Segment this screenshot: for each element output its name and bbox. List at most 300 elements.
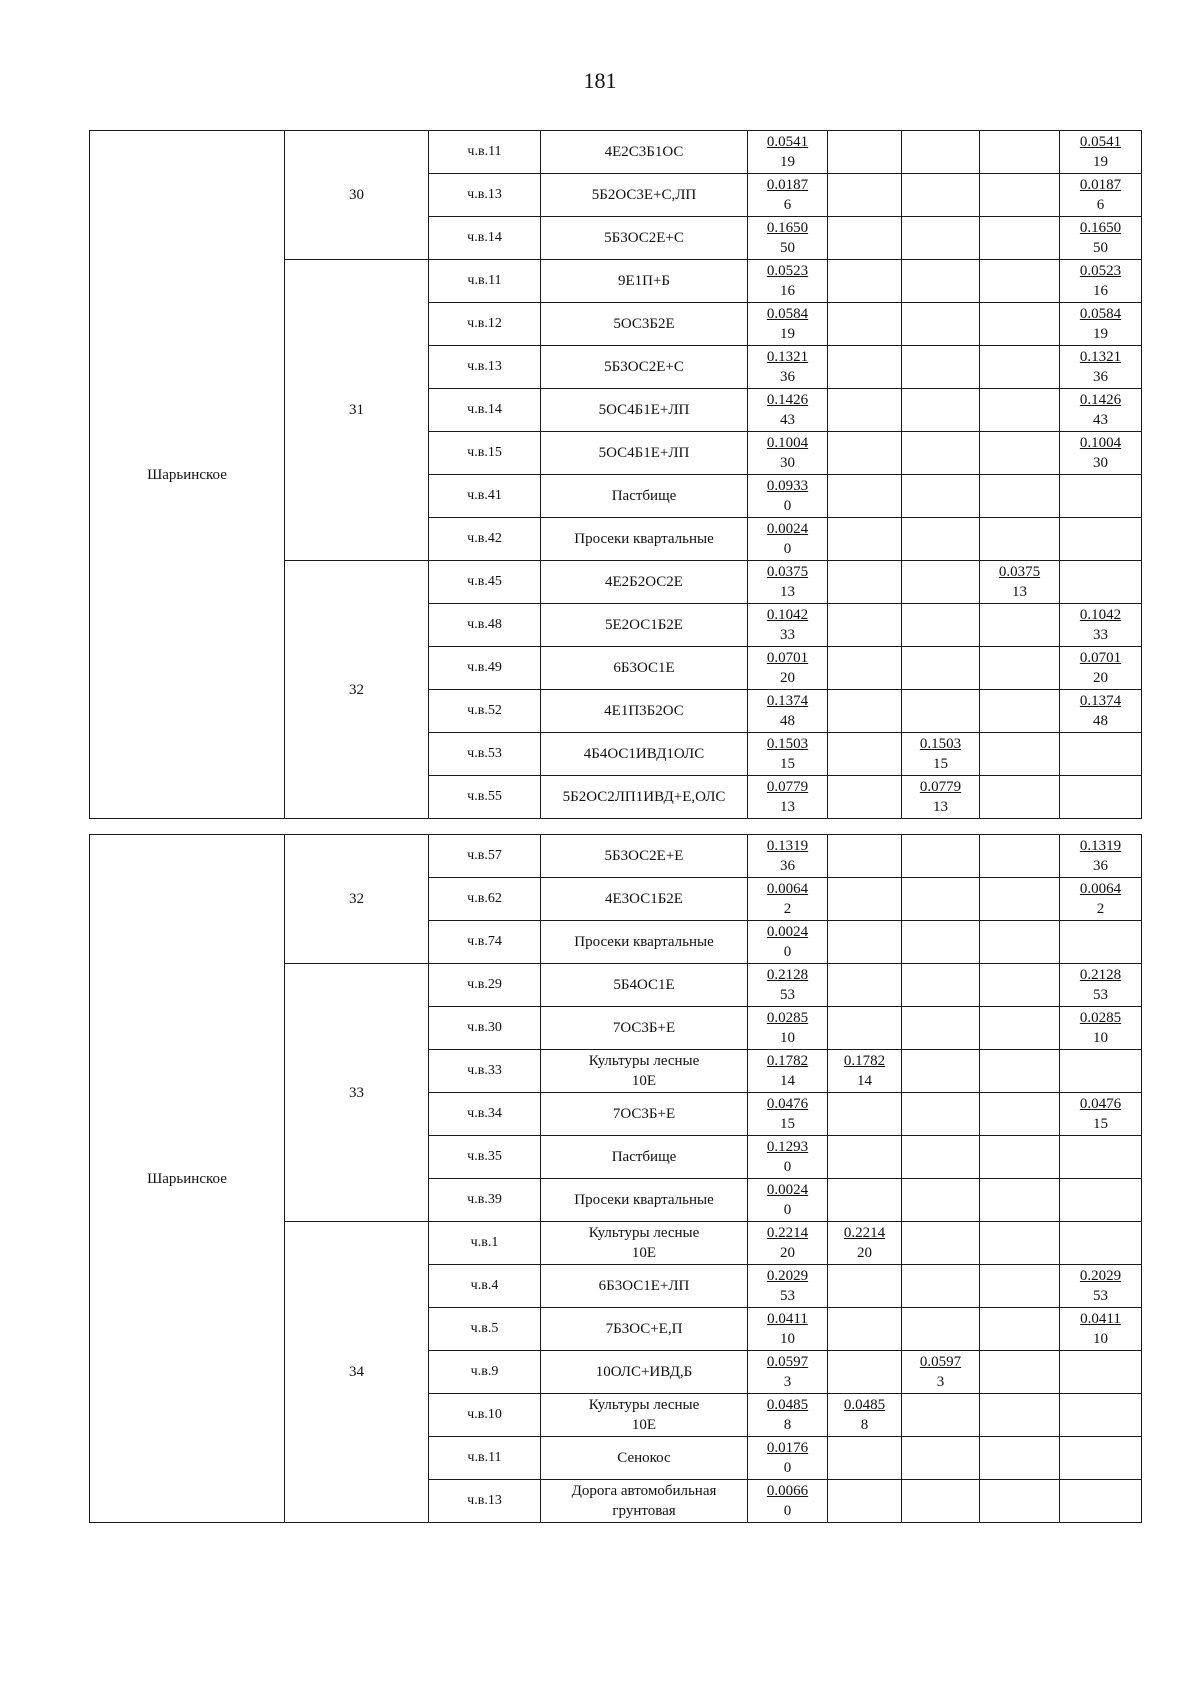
category-3-cell bbox=[980, 1394, 1060, 1437]
category-4-cell bbox=[1060, 1222, 1142, 1265]
total-area-cell bbox=[748, 217, 828, 260]
fraction-volume: 19 bbox=[780, 326, 795, 342]
fraction bbox=[767, 1180, 808, 1220]
category-4-cell bbox=[1060, 260, 1142, 303]
category-3-cell bbox=[980, 835, 1060, 878]
fraction bbox=[767, 777, 808, 817]
composition-cell: 5ОС4Б1Е+ЛП bbox=[541, 432, 748, 475]
fraction-area: 0.0024 bbox=[766, 521, 809, 537]
category-4-cell bbox=[1060, 964, 1142, 1007]
category-4-cell bbox=[1060, 303, 1142, 346]
quarter-number-cell: 32 bbox=[285, 835, 429, 964]
fraction-volume: 15 bbox=[780, 1116, 795, 1132]
fraction-area: 0.0541 bbox=[1079, 134, 1122, 150]
plot-cell: ч.в.55 bbox=[429, 776, 541, 819]
forestry-name-cell: Шарьинское bbox=[90, 835, 285, 1523]
total-area-cell bbox=[748, 346, 828, 389]
category-2-cell bbox=[902, 921, 980, 964]
fraction-area: 0.2214 bbox=[843, 1225, 886, 1241]
fraction-area: 0.0485 bbox=[843, 1397, 886, 1413]
quarter-number-cell: 31 bbox=[285, 260, 429, 561]
category-1-cell bbox=[828, 1308, 902, 1351]
category-1-cell bbox=[828, 964, 902, 1007]
category-3-cell bbox=[980, 518, 1060, 561]
fraction-area: 0.0584 bbox=[1079, 306, 1122, 322]
composition-cell: Просеки квартальные bbox=[541, 1179, 748, 1222]
fraction bbox=[767, 1223, 808, 1263]
category-4-cell bbox=[1060, 561, 1142, 604]
total-area-cell bbox=[748, 303, 828, 346]
composition-cell: 5ОС3Б2Е bbox=[541, 303, 748, 346]
fraction-volume: 14 bbox=[857, 1073, 872, 1089]
fraction bbox=[1080, 648, 1121, 688]
fraction-volume: 20 bbox=[1093, 670, 1108, 686]
composition-cell: 4Е3ОС1Б2Е bbox=[541, 878, 748, 921]
quarter-number-cell: 32 bbox=[285, 561, 429, 819]
category-2-cell bbox=[902, 561, 980, 604]
fraction-area: 0.0584 bbox=[766, 306, 809, 322]
category-4-cell bbox=[1060, 346, 1142, 389]
category-4-cell bbox=[1060, 174, 1142, 217]
category-2-cell bbox=[902, 1308, 980, 1351]
fraction bbox=[1080, 1266, 1121, 1306]
category-1-cell bbox=[828, 921, 902, 964]
category-4-cell bbox=[1060, 1179, 1142, 1222]
fraction-volume: 10 bbox=[1092, 1331, 1108, 1347]
composition-cell: Культуры лесные 10Е bbox=[541, 1394, 748, 1437]
fraction bbox=[1080, 261, 1121, 301]
category-1-cell bbox=[828, 1093, 902, 1136]
category-3-cell bbox=[980, 776, 1060, 819]
category-2-cell bbox=[902, 389, 980, 432]
category-4-cell bbox=[1060, 1007, 1142, 1050]
category-3-cell bbox=[980, 1308, 1060, 1351]
fraction bbox=[767, 1094, 808, 1134]
category-3-cell bbox=[980, 174, 1060, 217]
fraction-area: 0.0285 bbox=[1079, 1010, 1122, 1026]
category-1-cell bbox=[828, 878, 902, 921]
fraction-volume: 15 bbox=[1093, 1116, 1108, 1132]
plot-cell: ч.в.52 bbox=[429, 690, 541, 733]
category-1-cell bbox=[828, 346, 902, 389]
fraction-volume: 2 bbox=[783, 901, 792, 917]
category-1-cell bbox=[828, 647, 902, 690]
fraction-volume: 53 bbox=[1093, 987, 1108, 1003]
fraction bbox=[767, 1395, 808, 1435]
fraction-area: 0.1321 bbox=[1079, 349, 1122, 365]
total-area-cell bbox=[748, 964, 828, 1007]
fraction bbox=[767, 1266, 808, 1306]
category-3-cell bbox=[980, 1093, 1060, 1136]
plot-cell: ч.в.14 bbox=[429, 217, 541, 260]
fraction-area: 0.0701 bbox=[766, 650, 809, 666]
category-4-cell bbox=[1060, 432, 1142, 475]
category-2-cell bbox=[902, 1437, 980, 1480]
forest-inventory-table-1 bbox=[89, 130, 1142, 819]
fraction-area: 0.1503 bbox=[766, 736, 809, 752]
category-4-cell bbox=[1060, 217, 1142, 260]
fraction-area: 0.0476 bbox=[766, 1096, 809, 1112]
plot-cell: ч.в.62 bbox=[429, 878, 541, 921]
fraction bbox=[1080, 433, 1121, 473]
category-2-cell bbox=[902, 260, 980, 303]
fraction bbox=[767, 734, 808, 774]
category-4-cell bbox=[1060, 1308, 1142, 1351]
category-4-cell bbox=[1060, 1265, 1142, 1308]
fraction bbox=[1080, 879, 1121, 919]
total-area-cell bbox=[748, 1394, 828, 1437]
category-2-cell bbox=[902, 776, 980, 819]
fraction-area: 0.0375 bbox=[998, 564, 1041, 580]
total-area-cell bbox=[748, 733, 828, 776]
category-1-cell bbox=[828, 1480, 902, 1523]
fraction bbox=[767, 1309, 808, 1349]
fraction bbox=[1080, 836, 1121, 876]
fraction bbox=[767, 304, 808, 344]
total-area-cell bbox=[748, 835, 828, 878]
category-2-cell bbox=[902, 1222, 980, 1265]
composition-cell: 5Б3ОС2Е+Е bbox=[541, 835, 748, 878]
composition-cell: 6Б3ОС1Е+ЛП bbox=[541, 1265, 748, 1308]
category-4-cell bbox=[1060, 1480, 1142, 1523]
total-area-cell bbox=[748, 1351, 828, 1394]
fraction-volume: 0 bbox=[783, 541, 792, 557]
plot-cell: ч.в.10 bbox=[429, 1394, 541, 1437]
fraction bbox=[844, 1395, 885, 1435]
total-area-cell bbox=[748, 561, 828, 604]
total-area-cell bbox=[748, 1179, 828, 1222]
fraction-area: 0.0411 bbox=[1080, 1311, 1121, 1327]
fraction bbox=[767, 132, 808, 172]
plot-cell: ч.в.13 bbox=[429, 174, 541, 217]
fraction bbox=[999, 562, 1040, 602]
category-4-cell bbox=[1060, 518, 1142, 561]
total-area-cell bbox=[748, 1480, 828, 1523]
fraction-area: 0.1650 bbox=[766, 220, 809, 236]
plot-cell: ч.в.4 bbox=[429, 1265, 541, 1308]
category-4-cell bbox=[1060, 1050, 1142, 1093]
category-4-cell bbox=[1060, 604, 1142, 647]
category-3-cell bbox=[980, 346, 1060, 389]
composition-cell: Просеки квартальные bbox=[541, 518, 748, 561]
category-1-cell bbox=[828, 260, 902, 303]
total-area-cell bbox=[748, 475, 828, 518]
composition-cell: 9Е1П+Б bbox=[541, 260, 748, 303]
total-area-cell bbox=[748, 1308, 828, 1351]
fraction-area: 0.1319 bbox=[766, 838, 809, 854]
fraction-volume: 43 bbox=[780, 412, 795, 428]
total-area-cell bbox=[748, 131, 828, 174]
fraction-volume: 0 bbox=[783, 944, 792, 960]
category-2-cell bbox=[902, 1050, 980, 1093]
fraction bbox=[844, 1051, 885, 1091]
fraction-volume: 0 bbox=[783, 1202, 792, 1218]
category-1-cell bbox=[828, 1437, 902, 1480]
fraction-volume: 0 bbox=[783, 1460, 792, 1476]
plot-cell: ч.в.39 bbox=[429, 1179, 541, 1222]
fraction-volume: 36 bbox=[1093, 369, 1108, 385]
category-2-cell bbox=[902, 878, 980, 921]
composition-cell: 4Б4ОС1ИВД1ОЛС bbox=[541, 733, 748, 776]
fraction-volume: 16 bbox=[780, 283, 795, 299]
category-1-cell bbox=[828, 217, 902, 260]
fraction bbox=[767, 836, 808, 876]
category-4-cell bbox=[1060, 1351, 1142, 1394]
category-4-cell bbox=[1060, 1136, 1142, 1179]
total-area-cell bbox=[748, 604, 828, 647]
category-3-cell bbox=[980, 690, 1060, 733]
plot-cell: ч.в.53 bbox=[429, 733, 541, 776]
category-4-cell bbox=[1060, 647, 1142, 690]
fraction-area: 0.1042 bbox=[766, 607, 809, 623]
fraction-volume: 20 bbox=[780, 670, 795, 686]
category-2-cell bbox=[902, 518, 980, 561]
category-1-cell bbox=[828, 604, 902, 647]
fraction bbox=[767, 1008, 808, 1048]
fraction-area: 0.0024 bbox=[766, 924, 809, 940]
fraction-volume: 19 bbox=[1093, 326, 1108, 342]
fraction-volume: 30 bbox=[1093, 455, 1108, 471]
total-area-cell bbox=[748, 921, 828, 964]
category-1-cell bbox=[828, 733, 902, 776]
fraction-area: 0.0779 bbox=[919, 779, 962, 795]
category-4-cell bbox=[1060, 131, 1142, 174]
category-1-cell bbox=[828, 475, 902, 518]
composition-cell: Пастбище bbox=[541, 475, 748, 518]
category-2-cell bbox=[902, 475, 980, 518]
fraction-area: 0.1503 bbox=[919, 736, 962, 752]
composition-cell: Дорога автомобильная грунтовая bbox=[541, 1480, 748, 1523]
category-1-cell bbox=[828, 1050, 902, 1093]
total-area-cell bbox=[748, 1437, 828, 1480]
fraction bbox=[767, 1481, 808, 1521]
total-area-cell bbox=[748, 260, 828, 303]
category-2-cell bbox=[902, 733, 980, 776]
fraction-area: 0.0064 bbox=[766, 881, 809, 897]
fraction bbox=[767, 1137, 808, 1177]
category-3-cell bbox=[980, 561, 1060, 604]
category-2-cell bbox=[902, 647, 980, 690]
fraction-volume: 10 bbox=[780, 1030, 795, 1046]
fraction-area: 0.0064 bbox=[1079, 881, 1122, 897]
category-4-cell bbox=[1060, 389, 1142, 432]
category-4-cell bbox=[1060, 733, 1142, 776]
category-3-cell bbox=[980, 1179, 1060, 1222]
category-3-cell bbox=[980, 1007, 1060, 1050]
fraction bbox=[1080, 965, 1121, 1005]
category-3-cell bbox=[980, 1265, 1060, 1308]
plot-cell: ч.в.30 bbox=[429, 1007, 541, 1050]
category-2-cell bbox=[902, 1265, 980, 1308]
forest-inventory-table-2 bbox=[89, 834, 1142, 1523]
fraction-area: 0.1004 bbox=[766, 435, 809, 451]
fraction bbox=[767, 1438, 808, 1478]
category-4-cell bbox=[1060, 475, 1142, 518]
fraction-area: 0.0541 bbox=[766, 134, 809, 150]
fraction-volume: 30 bbox=[780, 455, 795, 471]
fraction bbox=[1080, 1094, 1121, 1134]
fraction-volume: 6 bbox=[783, 197, 792, 213]
category-4-cell bbox=[1060, 1437, 1142, 1480]
fraction-area: 0.0187 bbox=[766, 177, 809, 193]
category-3-cell bbox=[980, 647, 1060, 690]
fraction bbox=[767, 648, 808, 688]
fraction-volume: 48 bbox=[780, 713, 795, 729]
fraction bbox=[920, 777, 961, 817]
category-2-cell bbox=[902, 346, 980, 389]
fraction-volume: 2 bbox=[1096, 901, 1105, 917]
category-3-cell bbox=[980, 604, 1060, 647]
plot-cell: ч.в.5 bbox=[429, 1308, 541, 1351]
category-4-cell bbox=[1060, 835, 1142, 878]
category-4-cell bbox=[1060, 1394, 1142, 1437]
fraction-area: 0.1042 bbox=[1079, 607, 1122, 623]
forestry-name-cell: Шарьинское bbox=[90, 131, 285, 819]
category-3-cell bbox=[980, 1050, 1060, 1093]
plot-cell: ч.в.33 bbox=[429, 1050, 541, 1093]
fraction-volume: 20 bbox=[780, 1245, 795, 1261]
category-1-cell bbox=[828, 1007, 902, 1050]
fraction bbox=[767, 433, 808, 473]
fraction-volume: 0 bbox=[783, 498, 792, 514]
composition-cell: 4Е2Б2ОС2Е bbox=[541, 561, 748, 604]
fraction bbox=[767, 562, 808, 602]
composition-cell: 5Б2ОС2ЛП1ИВД+Е,ОЛС bbox=[541, 776, 748, 819]
fraction-area: 0.0187 bbox=[1079, 177, 1122, 193]
table-row bbox=[90, 835, 1142, 878]
category-2-cell bbox=[902, 690, 980, 733]
fraction-area: 0.1782 bbox=[843, 1053, 886, 1069]
fraction-volume: 50 bbox=[780, 240, 795, 256]
category-2-cell bbox=[902, 1093, 980, 1136]
fraction-area: 0.0176 bbox=[766, 1440, 809, 1456]
fraction bbox=[1080, 605, 1121, 645]
fraction-volume: 8 bbox=[860, 1417, 869, 1433]
fraction-area: 0.1319 bbox=[1079, 838, 1122, 854]
category-1-cell bbox=[828, 174, 902, 217]
fraction bbox=[767, 476, 808, 516]
fraction bbox=[767, 218, 808, 258]
fraction-area: 0.1782 bbox=[766, 1053, 809, 1069]
plot-cell: ч.в.29 bbox=[429, 964, 541, 1007]
fraction bbox=[767, 605, 808, 645]
composition-cell: 7ОС3Б+Е bbox=[541, 1007, 748, 1050]
total-area-cell bbox=[748, 1222, 828, 1265]
fraction-area: 0.0485 bbox=[766, 1397, 809, 1413]
fraction-volume: 0 bbox=[783, 1503, 792, 1519]
plot-cell: ч.в.34 bbox=[429, 1093, 541, 1136]
category-3-cell bbox=[980, 303, 1060, 346]
fraction bbox=[1080, 304, 1121, 344]
total-area-cell bbox=[748, 174, 828, 217]
fraction-area: 0.0933 bbox=[766, 478, 809, 494]
composition-cell: 4Е2С3Б1ОС bbox=[541, 131, 748, 174]
composition-cell: 10ОЛС+ИВД,Б bbox=[541, 1351, 748, 1394]
fraction bbox=[767, 390, 808, 430]
fraction-area: 0.1426 bbox=[1079, 392, 1122, 408]
fraction-volume: 20 bbox=[857, 1245, 872, 1261]
category-2-cell bbox=[902, 303, 980, 346]
total-area-cell bbox=[748, 878, 828, 921]
fraction-area: 0.2029 bbox=[1079, 1268, 1122, 1284]
total-area-cell bbox=[748, 1265, 828, 1308]
total-area-cell bbox=[748, 1093, 828, 1136]
category-3-cell bbox=[980, 1437, 1060, 1480]
category-1-cell bbox=[828, 131, 902, 174]
fraction bbox=[767, 1051, 808, 1091]
category-1-cell bbox=[828, 776, 902, 819]
total-area-cell bbox=[748, 1007, 828, 1050]
fraction-area: 0.0597 bbox=[766, 1354, 809, 1370]
fraction-volume: 13 bbox=[780, 584, 795, 600]
quarter-number-cell: 30 bbox=[285, 131, 429, 260]
category-2-cell bbox=[902, 1179, 980, 1222]
fraction-volume: 53 bbox=[780, 987, 795, 1003]
composition-cell: 5ОС4Б1Е+ЛП bbox=[541, 389, 748, 432]
category-3-cell bbox=[980, 1480, 1060, 1523]
plot-cell: ч.в.11 bbox=[429, 1437, 541, 1480]
fraction-area: 0.0285 bbox=[766, 1010, 809, 1026]
fraction bbox=[767, 879, 808, 919]
category-3-cell bbox=[980, 1136, 1060, 1179]
category-1-cell bbox=[828, 1265, 902, 1308]
plot-cell: ч.в.14 bbox=[429, 389, 541, 432]
plot-cell: ч.в.45 bbox=[429, 561, 541, 604]
category-1-cell bbox=[828, 389, 902, 432]
category-3-cell bbox=[980, 733, 1060, 776]
table-row bbox=[90, 131, 1142, 174]
category-3-cell bbox=[980, 260, 1060, 303]
fraction bbox=[767, 519, 808, 559]
category-2-cell bbox=[902, 604, 980, 647]
composition-cell: 5Б3ОС2Е+С bbox=[541, 217, 748, 260]
category-3-cell bbox=[980, 389, 1060, 432]
category-3-cell bbox=[980, 217, 1060, 260]
fraction-volume: 14 bbox=[780, 1073, 795, 1089]
fraction-area: 0.0779 bbox=[766, 779, 809, 795]
category-3-cell bbox=[980, 131, 1060, 174]
fraction-volume: 15 bbox=[780, 756, 795, 772]
fraction-area: 0.1650 bbox=[1079, 220, 1122, 236]
composition-cell: Культуры лесные 10Е bbox=[541, 1050, 748, 1093]
fraction-area: 0.0066 bbox=[766, 1483, 809, 1499]
category-3-cell bbox=[980, 1222, 1060, 1265]
category-1-cell bbox=[828, 1179, 902, 1222]
category-1-cell bbox=[828, 690, 902, 733]
category-2-cell bbox=[902, 131, 980, 174]
total-area-cell bbox=[748, 389, 828, 432]
fraction bbox=[920, 734, 961, 774]
total-area-cell bbox=[748, 518, 828, 561]
fraction-volume: 19 bbox=[1093, 154, 1108, 170]
fraction bbox=[844, 1223, 885, 1263]
category-1-cell bbox=[828, 1394, 902, 1437]
fraction bbox=[1080, 691, 1121, 731]
fraction-volume: 43 bbox=[1093, 412, 1108, 428]
plot-cell: ч.в.41 bbox=[429, 475, 541, 518]
composition-cell: Культуры лесные 10Е bbox=[541, 1222, 748, 1265]
category-3-cell bbox=[980, 878, 1060, 921]
composition-cell: 7ОС3Б+Е bbox=[541, 1093, 748, 1136]
category-1-cell bbox=[828, 518, 902, 561]
fraction-volume: 3 bbox=[783, 1374, 792, 1390]
category-2-cell bbox=[902, 964, 980, 1007]
fraction-area: 0.2128 bbox=[766, 967, 809, 983]
plot-cell: ч.в.13 bbox=[429, 346, 541, 389]
category-1-cell bbox=[828, 835, 902, 878]
category-2-cell bbox=[902, 1394, 980, 1437]
fraction-area: 0.2214 bbox=[766, 1225, 809, 1241]
